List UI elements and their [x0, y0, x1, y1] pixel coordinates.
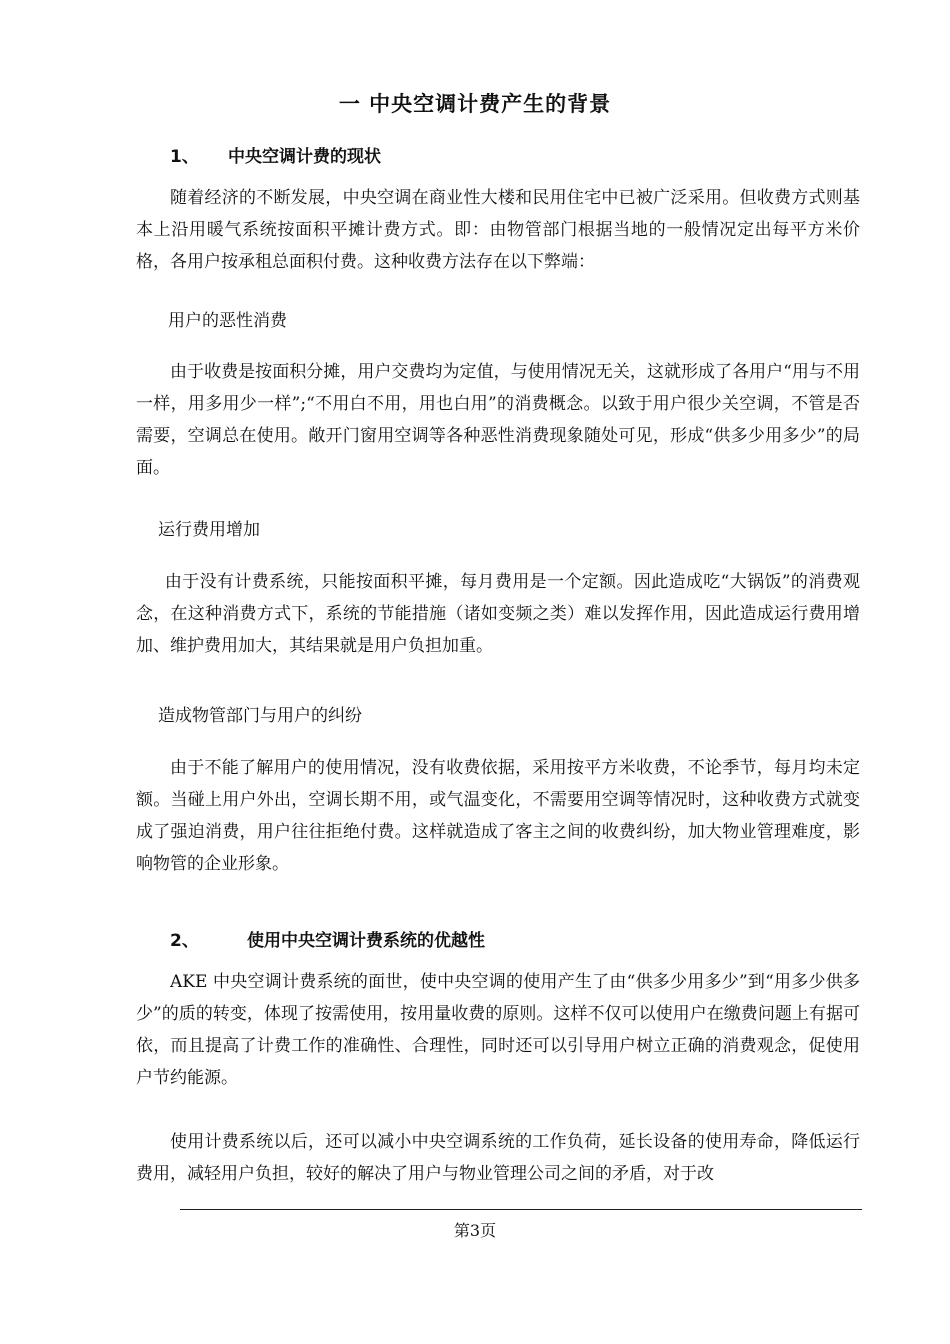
section-2-heading — [170, 926, 485, 951]
section-2-paragraph-2: 使用计费系统以后，还可以减小中央空调系统的工作负荷，延长设备的使用寿命，降低运行费用，减轻用户负担，较好的解决了用户与物业管理公司之间的矛盾，对于改 — [136, 1132, 860, 1184]
section-1-intro: 随着经济的不断发展，中央空调在商业性大楼和民用住宅中已被广泛采用。但收费方式则基本上沿用暖气系统按面积平摊计费方式。即：由物管部门根据当地的一般情况定出每平方米价格，各用户按承租总面积付费。这种收费方法存在以下弊端： — [136, 188, 860, 272]
subsection-text-malicious-consumption: 由于收费是按面积分摊，用户交费均为定值，与使用情况无关，这就形成了各用户“用与不用一样，用多用少一样”;“不用白不用，用也白用”的消费概念。以致于用户很少关空调，不管是否需要，空调总在使用。敞开门窗用空调等各种恶性消费现象随处可见，形成“供多少用多少”的局面。 — [136, 362, 860, 478]
section-2-title: 使用中央空调计费系统的优越性 — [247, 931, 485, 951]
page-number: 第3页 — [453, 1221, 497, 1240]
section-2-paragraph-1: AKE 中央空调计费系统的面世，使中央空调的使用产生了由“供多少用多少”到“用多少供多少”的质的转变，体现了按需使用，按用量收费的原则。这样不仅可以使用户在缴费问题上有据可依，而且提高了计费工作的准确性、合理性，同时还可以引导用户树立正确的消费观念，促使用户节约能源。 — [136, 972, 860, 1088]
section-2-number: 2、 — [170, 931, 199, 951]
page-title: 一 中央空调计费产生的背景 — [338, 92, 612, 116]
subsection-title-disputes: 造成物管部门与用户的纠纷 — [158, 706, 362, 726]
subsection-title-malicious-consumption: 用户的恶性消费 — [168, 311, 287, 331]
subsection-title-operating-cost: 运行费用增加 — [158, 520, 260, 540]
section-1-number: 1、 — [170, 147, 199, 167]
footer-divider — [180, 1209, 862, 1210]
section-1-title: 中央空调计费的现状 — [228, 147, 381, 167]
subsection-text-disputes: 由于不能了解用户的使用情况，没有收费依据，采用按平方米收费，不论季节，每月均未定额。当碰上用户外出，空调长期不用，或气温变化，不需要用空调等情况时，这种收费方式就变成了强迫消费，用户往往拒绝付费。这样就造成了客主之间的收费纠纷，加大物业管理难度，影响物管的企业形象。 — [136, 758, 860, 874]
section-1-heading — [170, 142, 381, 167]
subsection-text-operating-cost: 由于没有计费系统，只能按面积平摊，每月费用是一个定额。因此造成吃“大锅饭”的消费观念，在这种消费方式下，系统的节能措施（诸如变频之类）难以发挥作用，因此造成运行费用增加、维护费用加大，其结果就是用户负担加重。 — [136, 572, 860, 656]
